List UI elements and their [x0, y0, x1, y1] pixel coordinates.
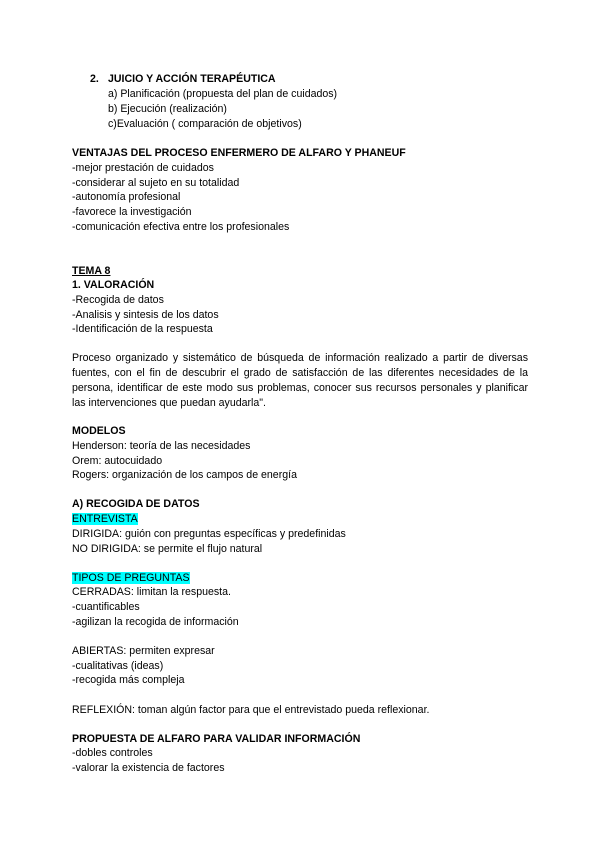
list-item: c)Evaluación ( comparación de objetivos) — [108, 118, 302, 130]
recogida-heading: A) RECOGIDA DE DATOS — [72, 498, 200, 510]
list-item: DIRIGIDA: guión con preguntas específicas y predefinidas — [72, 528, 346, 540]
list-item: -recogida más compleja — [72, 674, 185, 686]
list-item: NO DIRIGIDA: se permite el flujo natural — [72, 543, 263, 555]
modelos-heading: MODELOS — [72, 425, 126, 437]
tipos-preguntas-label: TIPOS DE PREGUNTAS — [72, 572, 190, 584]
list-item: Henderson: teoría de las necesidades — [72, 440, 251, 452]
section-heading — [90, 72, 276, 86]
propuesta-heading: PROPUESTA DE ALFARO PARA VALIDAR INFORMACIÓN — [72, 733, 361, 745]
list-item: CERRADAS: limitan la respuesta. — [72, 586, 231, 598]
list-item: -Recogida de datos — [72, 294, 164, 306]
section-number: 2. — [90, 73, 99, 85]
list-item: -considerar al sujeto en su totalidad — [72, 177, 240, 189]
list-item: -comunicación efectiva entre los profesionales — [72, 221, 290, 233]
section-title: JUICIO Y ACCIÓN TERAPÉUTICA — [108, 73, 276, 85]
list-item: -cuantificables — [72, 601, 140, 613]
list-item: -autonomía profesional — [72, 191, 181, 203]
valoracion-paragraph: Proceso organizado y sistemático de búsqueda de información realizado a partir de diversas fuentes, con el fin de descubrir el grado de satisfacción de las diferentes necesidades de la persona, identificar de este modo sus problemas, conocer sus recursos personales y planificar las intervenciones que puedan ayudarla". — [72, 352, 528, 409]
reflexion-text: REFLEXIÓN: toman algún factor para que el entrevistado pueda reflexionar. — [72, 704, 430, 716]
list-item: -Analisis y sintesis de los datos — [72, 309, 219, 321]
list-item: -agilizan la recogida de información — [72, 616, 239, 628]
list-item: -dobles controles — [72, 747, 153, 759]
entrevista-label: ENTREVISTA — [72, 513, 138, 525]
list-item: -Identificación de la respuesta — [72, 323, 213, 335]
list-item: a) Planificación (propuesta del plan de cuidados) — [108, 88, 338, 100]
list-item: Rogers: organización de los campos de energía — [72, 469, 297, 481]
ventajas-heading: VENTAJAS DEL PROCESO ENFERMERO DE ALFARO Y PHANEUF — [72, 147, 406, 159]
list-item: Orem: autocuidado — [72, 455, 163, 467]
list-item: -cualitativas (ideas) — [72, 660, 164, 672]
list-item: b) Ejecución (realización) — [108, 103, 227, 115]
tema-title: TEMA 8 — [72, 265, 111, 277]
valoracion-heading: 1. VALORACIÓN — [72, 279, 155, 291]
list-item: -valorar la existencia de factores — [72, 762, 225, 774]
list-item: -mejor prestación de cuidados — [72, 162, 214, 174]
list-item: -favorece la investigación — [72, 206, 192, 218]
list-item: ABIERTAS: permiten expresar — [72, 645, 215, 657]
